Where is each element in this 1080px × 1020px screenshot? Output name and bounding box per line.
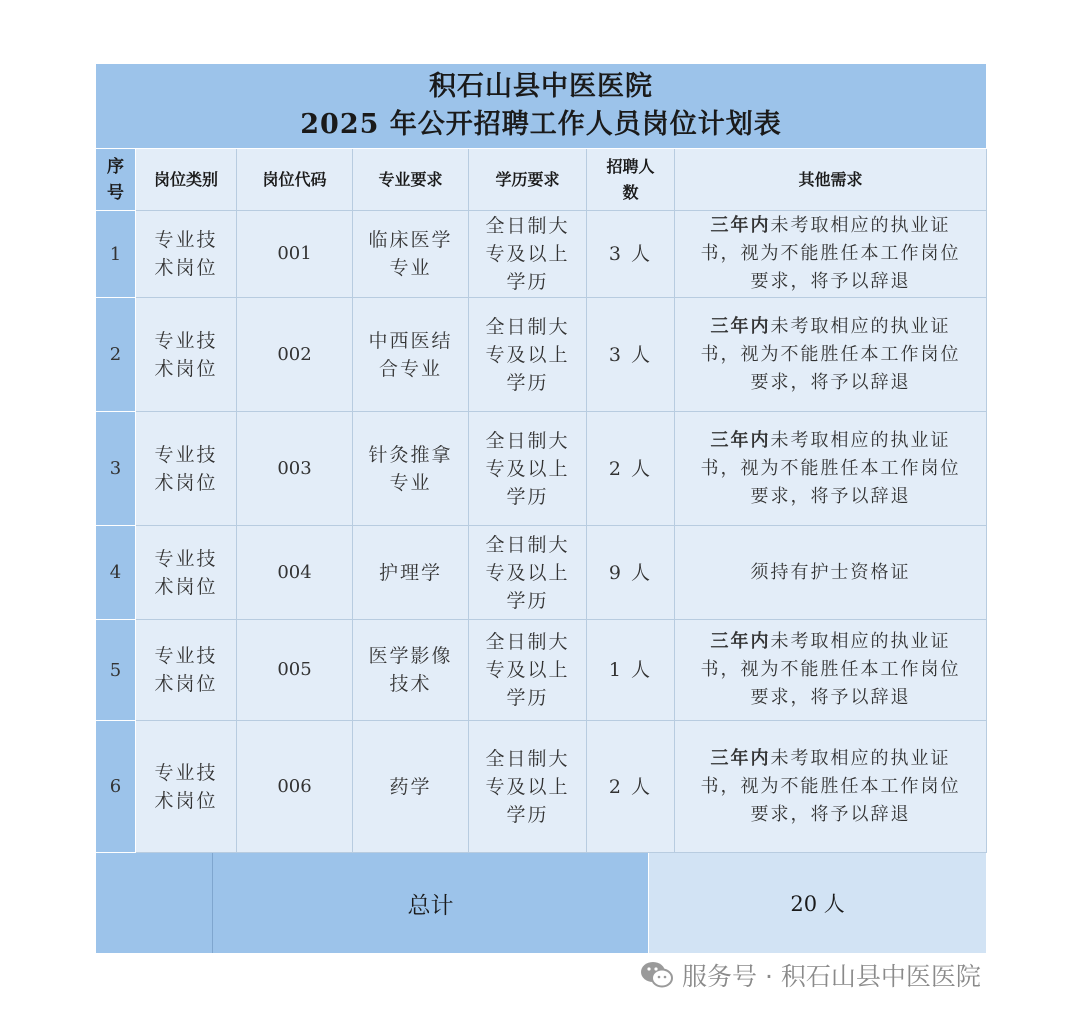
row-education bbox=[469, 211, 587, 298]
row-education-line-2: 专及以上 bbox=[485, 775, 570, 798]
row-education-line-3: 学历 bbox=[506, 687, 549, 709]
wechat-icon bbox=[640, 960, 674, 990]
header-index-line-2: 号 bbox=[107, 182, 124, 203]
row-requirement-line-1 bbox=[675, 745, 986, 773]
row-code: 002 bbox=[237, 298, 353, 412]
row-education-line-1: 全日制大 bbox=[485, 315, 570, 338]
row-category-line-2: 术岗位 bbox=[154, 357, 218, 380]
row-requirement-line-1 bbox=[675, 212, 986, 240]
row-code: 006 bbox=[237, 721, 353, 853]
row-category-line-1: 专业技 bbox=[154, 645, 218, 667]
row-index: 4 bbox=[96, 526, 136, 620]
row-count: 1 人 bbox=[587, 620, 675, 721]
row-major-line-2: 合专业 bbox=[378, 357, 442, 380]
row-requirement-line-3: 要求，将予以辞退 bbox=[750, 271, 911, 292]
row-education-line-2: 专及以上 bbox=[485, 243, 570, 265]
row-major-line-2: 专业 bbox=[389, 471, 432, 494]
row-requirement-line-2: 书，视为不能胜任本工作岗位 bbox=[700, 659, 961, 680]
table-row bbox=[96, 298, 987, 412]
total-value: 20 人 bbox=[649, 853, 987, 954]
row-education-line-3: 学历 bbox=[506, 271, 549, 293]
row-category-line-1: 专业技 bbox=[154, 547, 218, 570]
row-education bbox=[469, 721, 587, 853]
row-requirement-line-3: 要求，将予以辞退 bbox=[750, 371, 911, 393]
row-major-line-2: 专业 bbox=[389, 257, 432, 279]
row-category-line-1: 专业技 bbox=[154, 761, 218, 784]
row-count: 3 人 bbox=[587, 211, 675, 298]
requirement-text-a: 未考取相应的执业证 bbox=[770, 747, 951, 769]
row-requirement bbox=[675, 620, 987, 721]
table-row bbox=[96, 412, 987, 526]
row-education-line-3: 学历 bbox=[506, 803, 549, 826]
requirement-emphasis: 三年内 bbox=[710, 429, 771, 451]
row-education-line-2: 专及以上 bbox=[485, 457, 570, 480]
row-education bbox=[469, 620, 587, 721]
header-count-line-2: 数 bbox=[622, 182, 639, 202]
row-major bbox=[353, 412, 469, 526]
row-education-line-1: 全日制大 bbox=[485, 533, 570, 556]
row-requirement bbox=[675, 298, 987, 412]
row-requirement bbox=[675, 211, 987, 298]
table-row bbox=[96, 620, 987, 721]
total-blank-cell bbox=[96, 853, 213, 954]
total-row bbox=[96, 853, 987, 954]
row-education bbox=[469, 412, 587, 526]
row-requirement-line-2: 书，视为不能胜任本工作岗位 bbox=[700, 243, 961, 264]
header-education: 学历要求 bbox=[469, 149, 587, 211]
header-index-line-1: 序 bbox=[107, 156, 124, 177]
row-education bbox=[469, 298, 587, 412]
row-major-line-1: 临床医学 bbox=[368, 229, 453, 251]
header-row bbox=[96, 149, 987, 211]
row-code: 003 bbox=[237, 412, 353, 526]
watermark bbox=[640, 955, 981, 995]
row-education-line-1: 全日制大 bbox=[485, 747, 570, 770]
row-index: 2 bbox=[96, 298, 136, 412]
requirement-text-a: 未考取相应的执业证 bbox=[770, 215, 951, 236]
row-requirement-line-1 bbox=[675, 427, 986, 455]
table-row bbox=[96, 721, 987, 853]
row-category-line-2: 术岗位 bbox=[154, 471, 218, 494]
row-category-line-1: 专业技 bbox=[154, 329, 218, 352]
requirement-emphasis: 三年内 bbox=[710, 631, 771, 652]
header-major: 专业要求 bbox=[353, 149, 469, 211]
row-count: 2 人 bbox=[587, 412, 675, 526]
watermark-text: 服务号 · 积石山县中医医院 bbox=[682, 962, 981, 991]
row-education-line-3: 学历 bbox=[506, 371, 549, 394]
row-category bbox=[136, 298, 237, 412]
row-count: 9 人 bbox=[587, 526, 675, 620]
row-count: 2 人 bbox=[587, 721, 675, 853]
row-requirement-line-3: 要求，将予以辞退 bbox=[750, 485, 911, 507]
row-code: 004 bbox=[237, 526, 353, 620]
requirement-text-a: 未考取相应的执业证 bbox=[770, 631, 951, 652]
row-category-line-2: 术岗位 bbox=[154, 257, 218, 279]
row-code: 001 bbox=[237, 211, 353, 298]
requirement-text-a: 未考取相应的执业证 bbox=[770, 429, 951, 451]
row-major bbox=[353, 211, 469, 298]
row-education-line-2: 专及以上 bbox=[485, 659, 570, 681]
row-requirement-line-1 bbox=[675, 313, 986, 341]
requirement-emphasis: 三年内 bbox=[710, 747, 771, 769]
total-label: 总计 bbox=[213, 853, 649, 954]
table-row bbox=[96, 526, 987, 620]
row-major: 药学 bbox=[353, 721, 469, 853]
row-education-line-2: 专及以上 bbox=[485, 561, 570, 584]
header-index bbox=[96, 149, 136, 211]
table-row bbox=[96, 211, 987, 298]
row-education-line-1: 全日制大 bbox=[485, 429, 570, 452]
row-education-line-1: 全日制大 bbox=[485, 215, 570, 237]
header-category: 岗位类别 bbox=[136, 149, 237, 211]
row-requirement-line-1 bbox=[675, 628, 986, 656]
row-major-line-1: 医学影像 bbox=[368, 645, 453, 667]
header-count bbox=[587, 149, 675, 211]
row-requirement-line-3: 要求，将予以辞退 bbox=[750, 687, 911, 708]
row-major-line-1: 中西医结 bbox=[368, 329, 453, 352]
row-requirement-line-2: 书，视为不能胜任本工作岗位 bbox=[700, 343, 961, 365]
row-education-line-1: 全日制大 bbox=[485, 631, 570, 653]
requirement-text-a: 未考取相应的执业证 bbox=[770, 315, 951, 337]
table-title bbox=[96, 64, 987, 149]
recruitment-plan-table bbox=[95, 63, 987, 954]
row-category bbox=[136, 412, 237, 526]
row-category-line-2: 术岗位 bbox=[154, 673, 218, 695]
row-category bbox=[136, 526, 237, 620]
row-requirement-line-2: 书，视为不能胜任本工作岗位 bbox=[700, 457, 961, 479]
row-index: 3 bbox=[96, 412, 136, 526]
row-requirement bbox=[675, 412, 987, 526]
requirement-emphasis: 三年内 bbox=[710, 215, 771, 236]
row-major-line-2: 技术 bbox=[389, 673, 432, 695]
row-requirement: 须持有护士资格证 bbox=[675, 526, 987, 620]
row-code: 005 bbox=[237, 620, 353, 721]
row-major-line-1: 针灸推拿 bbox=[368, 443, 453, 466]
row-requirement-line-3: 要求，将予以辞退 bbox=[750, 803, 911, 825]
row-major: 护理学 bbox=[353, 526, 469, 620]
row-index: 6 bbox=[96, 721, 136, 853]
row-major bbox=[353, 620, 469, 721]
row-category bbox=[136, 211, 237, 298]
row-education-line-3: 学历 bbox=[506, 589, 549, 612]
row-requirement bbox=[675, 721, 987, 853]
header-count-line-1: 招聘人 bbox=[606, 156, 655, 176]
row-category-line-1: 专业技 bbox=[154, 443, 218, 466]
row-category-line-1: 专业技 bbox=[154, 229, 218, 251]
row-category-line-2: 术岗位 bbox=[154, 575, 218, 598]
header-code: 岗位代码 bbox=[237, 149, 353, 211]
header-other: 其他需求 bbox=[675, 149, 987, 211]
row-index: 5 bbox=[96, 620, 136, 721]
row-category bbox=[136, 721, 237, 853]
title-line-2: 2025 年公开招聘工作人员岗位计划表 bbox=[300, 109, 782, 140]
row-category-line-2: 术岗位 bbox=[154, 789, 218, 812]
row-education-line-2: 专及以上 bbox=[485, 343, 570, 366]
row-index: 1 bbox=[96, 211, 136, 298]
title-line-1: 积石山县中医医院 bbox=[429, 71, 654, 102]
row-category bbox=[136, 620, 237, 721]
requirement-emphasis: 三年内 bbox=[710, 315, 771, 337]
row-education-line-3: 学历 bbox=[506, 485, 549, 508]
row-major bbox=[353, 298, 469, 412]
row-count: 3 人 bbox=[587, 298, 675, 412]
row-education bbox=[469, 526, 587, 620]
row-requirement-line-2: 书，视为不能胜任本工作岗位 bbox=[700, 775, 961, 797]
